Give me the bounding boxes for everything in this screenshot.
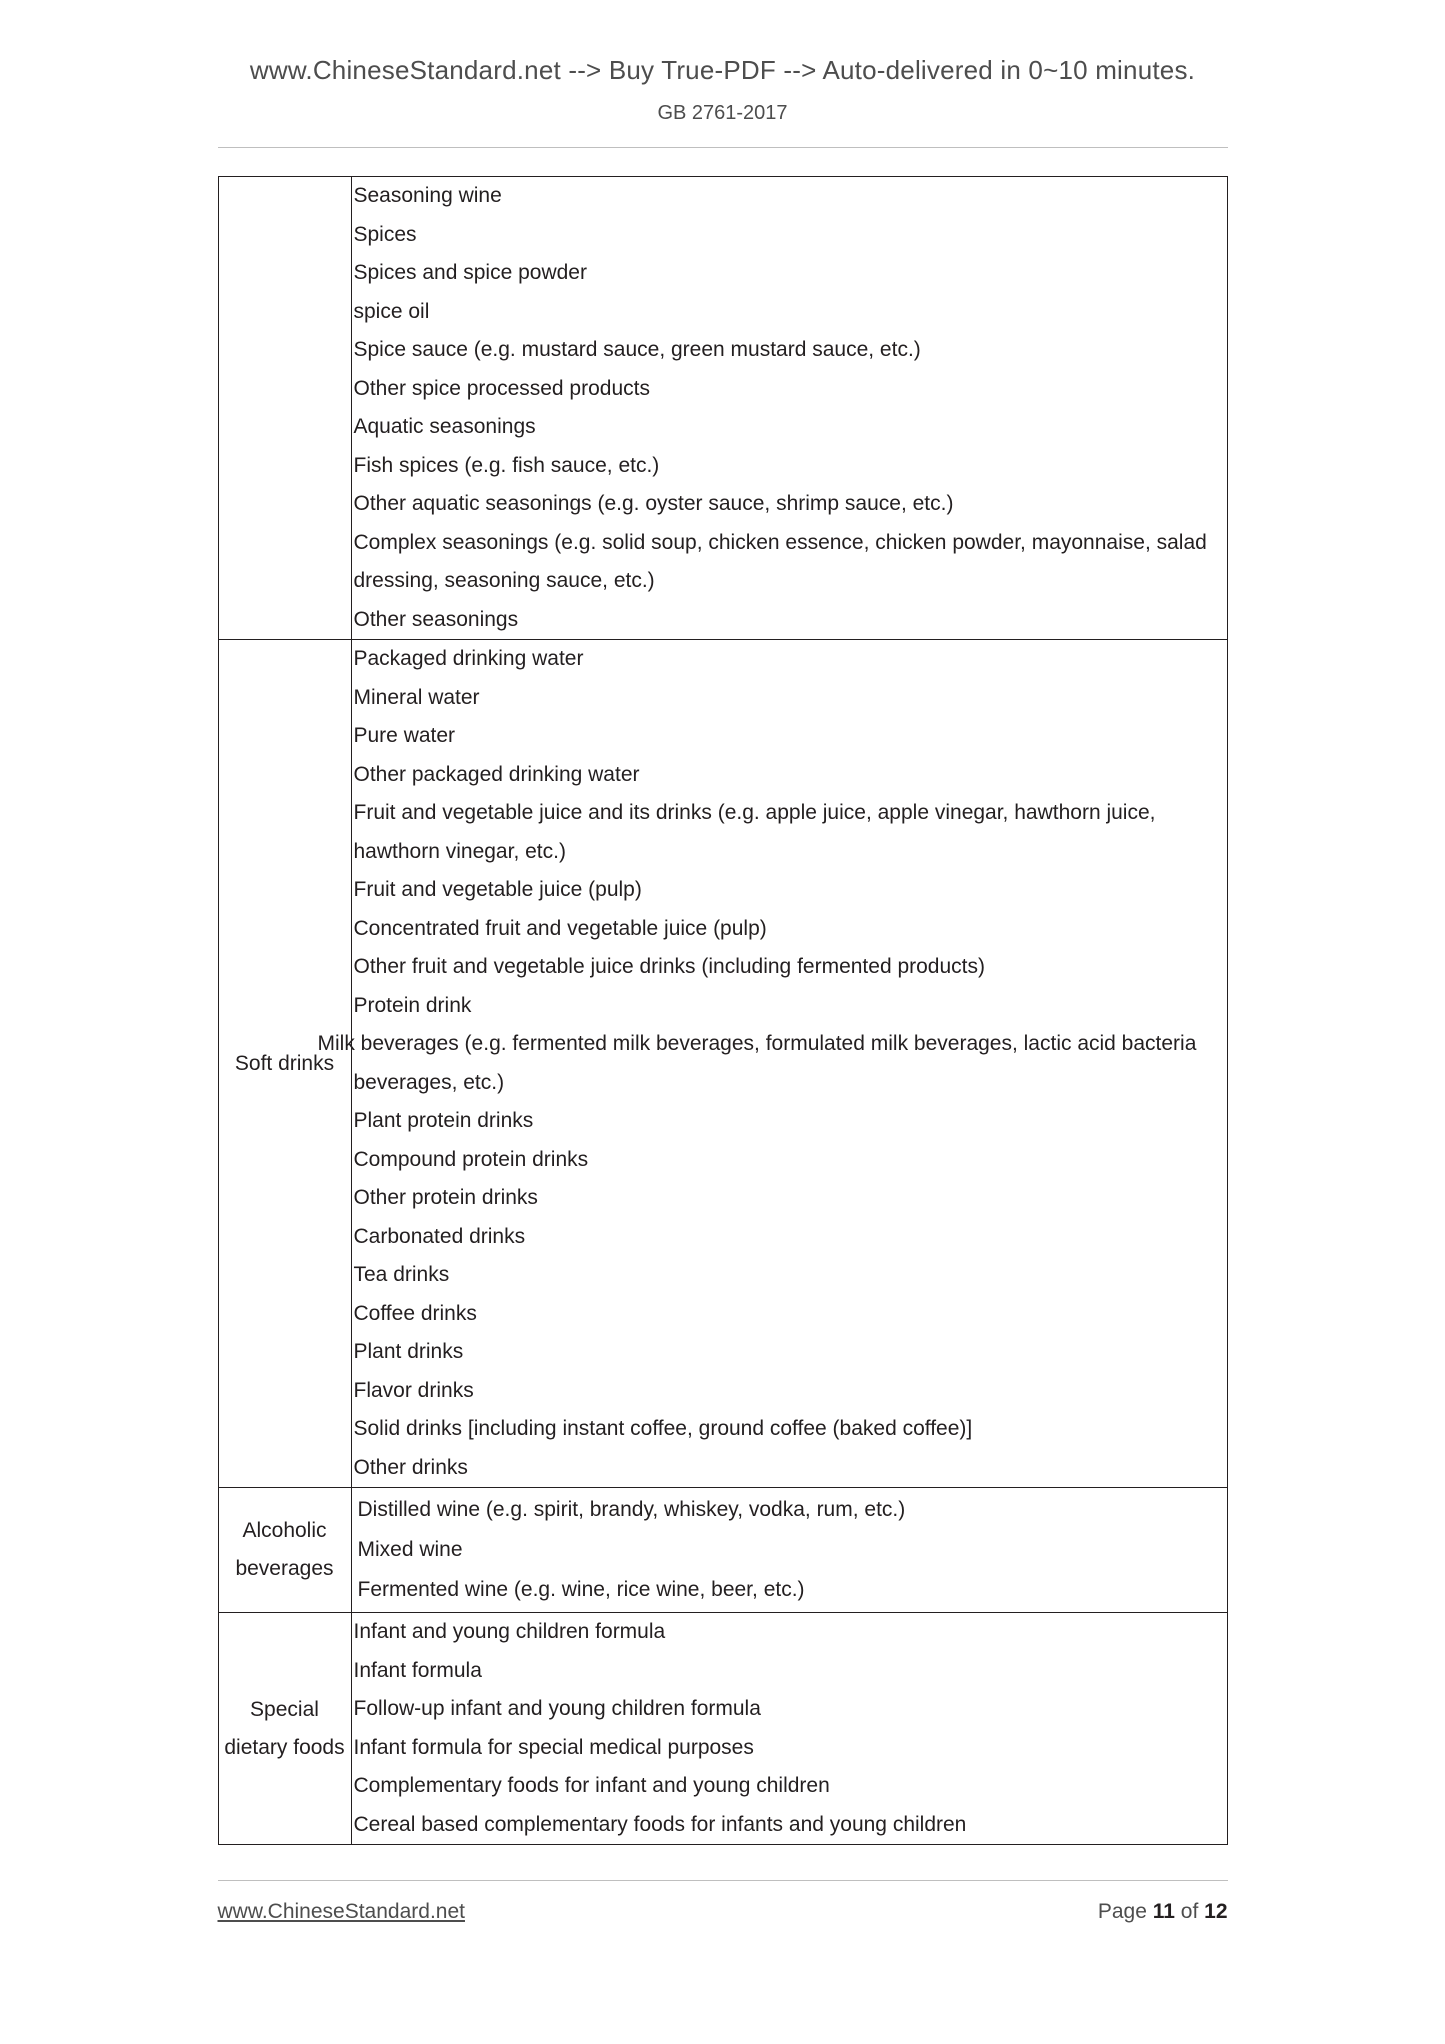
list-item: Other drinks [353,1455,468,1479]
food-category-table [218,176,1228,1845]
list-item: Flavor drinks [353,1378,474,1402]
page-prefix-label: Page [1097,1900,1153,1923]
list-item: Infant formula [353,1658,482,1682]
list-item: Compound protein drinks [353,1147,589,1171]
item-list [317,640,1227,1487]
category-name-cell: Soft drinks [218,640,351,1488]
list-item: Packaged drinking water [353,647,584,670]
category-items-cell [317,640,1227,1488]
list-item: Spices [353,222,417,246]
standard-number: GB 2761-2017 [657,102,788,124]
list-item: Other aquatic seasonings (e.g. oyster sauce, shrimp sauce, etc.) [353,492,954,515]
list-item: Carbonated drinks [353,1224,526,1248]
list-item: Other packaged drinking water [353,762,640,786]
list-item: Pure water [353,724,456,747]
list-item: Plant drinks [353,1340,464,1363]
list-item: Infant and young children formula [353,1620,666,1643]
food-category-table-wrap [218,176,1228,1845]
list-item: Coffee drinks [353,1301,477,1325]
promo-header: www.ChineseStandard.net --> Buy True-PDF --> Auto-delivered in 0~10 minutes. [249,55,1196,85]
item-list [352,1613,1227,1844]
list-item: spice oil [353,299,430,323]
list-item: Concentrated fruit and vegetable juice (pulp) [353,916,767,940]
list-item: Fruit and vegetable juice (pulp) [353,878,642,901]
list-item: Other protein drinks [353,1186,538,1209]
footer-divider [218,1880,1228,1881]
table-row [218,177,1227,640]
list-item: Fruit and vegetable juice and its drinks (e.g. apple juice, apple vinegar, hawthorn juice, hawthorn vinegar, etc.) [353,801,1156,863]
page-number [1098,1900,1228,1924]
list-item: Complementary foods for infant and young children [353,1774,830,1797]
page-mid-label: of [1174,1900,1205,1923]
list-item: Other spice processed products [353,376,650,400]
list-item: Mixed wine [357,1538,463,1561]
list-item: Fish spices (e.g. fish sauce, etc.) [353,453,660,477]
item-list [352,177,1227,639]
category-items-cell [351,177,1227,640]
category-name-cell [218,177,351,640]
page-total: 12 [1204,1900,1228,1923]
list-item: Other fruit and vegetable juice drinks (including fermented products) [353,955,985,978]
category-items-cell [351,1488,1227,1613]
list-item: Other seasonings [353,607,519,631]
category-items-cell [351,1613,1227,1845]
page-current: 11 [1152,1900,1175,1923]
table-row [218,640,1227,1488]
list-item: Spice sauce (e.g. mustard sauce, green mustard sauce, etc.) [353,338,921,361]
list-item: Follow-up infant and young children formula [353,1697,761,1720]
list-item: Cereal based complementary foods for infants and young children [353,1812,967,1836]
item-list [356,1490,1223,1610]
list-item: Spices and spice powder [353,261,587,284]
list-item: Mineral water [353,685,480,709]
list-item: Seasoning wine [353,184,502,207]
table-row [218,1613,1227,1845]
page-footer [218,1900,1228,1924]
list-item: Plant protein drinks [353,1109,534,1132]
list-item: Distilled wine (e.g. spirit, brandy, whiskey, vodka, rum, etc.) [357,1498,906,1521]
table-row [218,1488,1227,1613]
list-item: Protein drink [353,993,472,1017]
list-item: Milk beverages (e.g. fermented milk beverages, formulated milk beverages, lactic acid bacteria beverages, etc.) [317,1032,1197,1094]
category-name-cell: Special dietary foods [218,1613,351,1845]
list-item: Fermented wine (e.g. wine, rice wine, beer, etc.) [357,1578,805,1601]
list-item: Infant formula for special medical purposes [353,1735,754,1759]
footer-site-link[interactable]: www.ChineseStandard.net [217,1900,465,1923]
header-divider [218,147,1228,148]
list-item: Solid drinks [including instant coffee, ground coffee (baked coffee)] [353,1417,973,1440]
list-item: Tea drinks [353,1263,450,1286]
category-name-cell: Alcoholic beverages [218,1488,351,1613]
list-item: Complex seasonings (e.g. solid soup, chicken essence, chicken powder, mayonnaise, salad dressing, seasoning sauce, etc.) [353,530,1207,592]
list-item: Aquatic seasonings [353,415,536,438]
